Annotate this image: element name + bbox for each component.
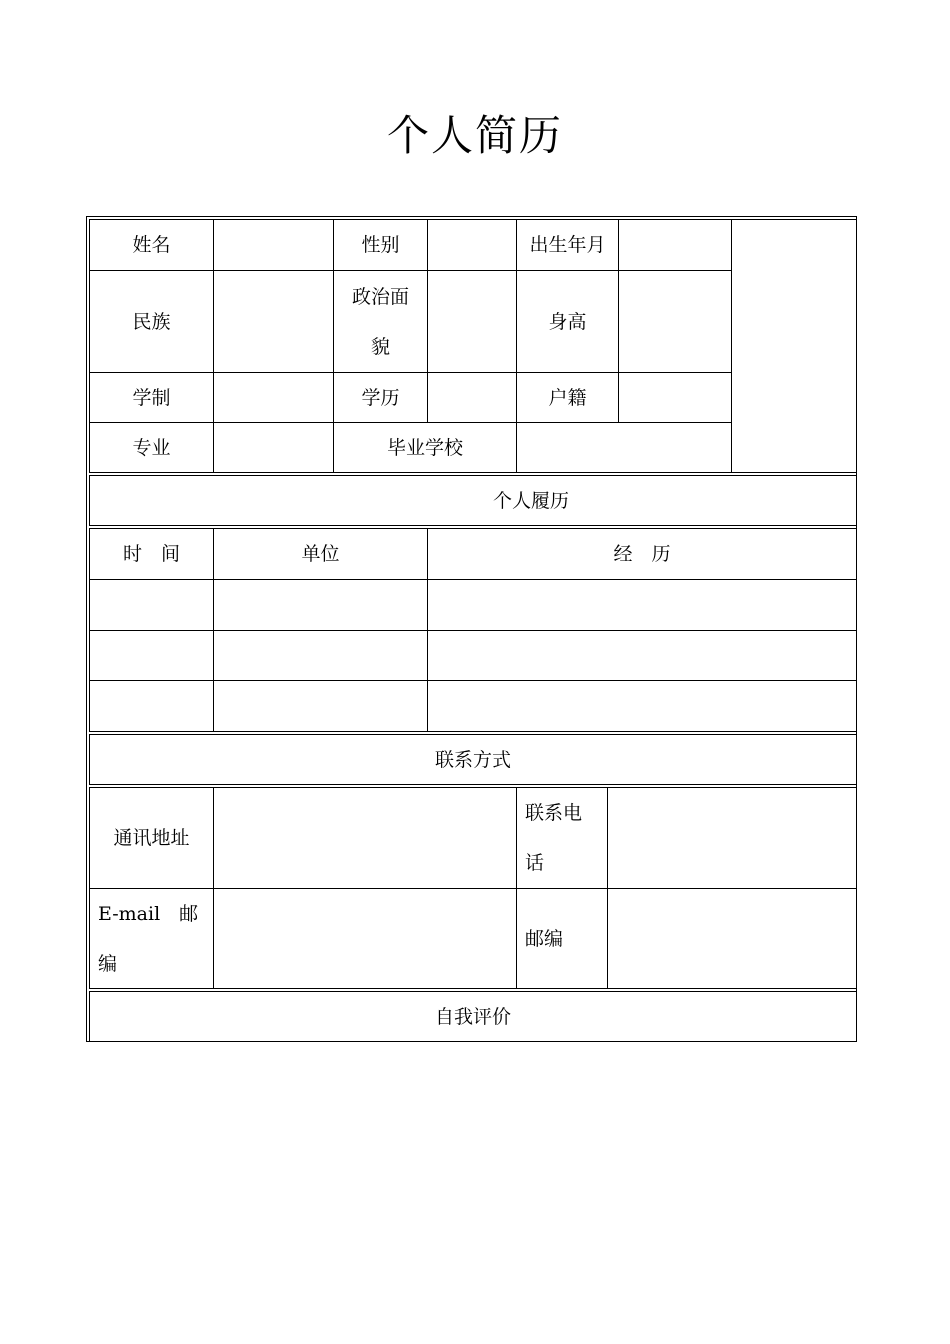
history-exp-cell-3[interactable]: [427, 680, 857, 732]
major-label-cell: [89, 422, 214, 473]
history-exp-cell-2[interactable]: [427, 630, 857, 681]
gender-value-cell[interactable]: [427, 219, 517, 271]
history-time-cell-2[interactable]: [89, 630, 214, 681]
history-unit-cell-2[interactable]: [213, 630, 428, 681]
birth-label-cell: [516, 219, 619, 271]
email-label-cell: [89, 888, 214, 989]
postcode-label-cell: [516, 888, 608, 989]
resume-heading: 个人履历: [493, 489, 570, 512]
address-value-cell[interactable]: [213, 787, 517, 889]
history-time-cell-1[interactable]: [89, 579, 214, 631]
phone-label-cell: [516, 787, 608, 889]
education-label: 学历: [361, 386, 400, 409]
ethnicity-label: 民族: [132, 310, 171, 333]
phone-value-cell[interactable]: [607, 787, 857, 889]
height-label: 身高: [548, 310, 587, 333]
contact-section-heading: [89, 734, 857, 785]
history-exp-cell-1[interactable]: [427, 579, 857, 631]
col-unit-header: [213, 528, 428, 580]
col-time-label: 时 间: [122, 543, 180, 565]
email-value-cell[interactable]: [213, 888, 517, 989]
col-exp-label: 经 历: [613, 543, 671, 565]
col-time-header: [89, 528, 214, 580]
email-label-line1: E-mail 邮: [98, 903, 199, 925]
height-value-cell[interactable]: [618, 270, 732, 373]
phone-label-line1: 联系电: [525, 802, 583, 824]
history-unit-cell-3[interactable]: [213, 680, 428, 732]
ethnicity-label-cell: [89, 270, 214, 373]
gender-label: 性别: [361, 234, 400, 256]
major-label: 专业: [132, 436, 171, 459]
political-label-line2: 貌: [370, 335, 390, 358]
contact-heading: 联系方式: [434, 748, 511, 771]
address-label-cell: [89, 787, 214, 889]
schooling-label: 学制: [132, 386, 171, 409]
address-label: 通讯地址: [113, 827, 190, 849]
gender-label-cell: [333, 219, 428, 271]
self-eval-heading: 自我评价: [434, 1005, 511, 1028]
birth-label: 出生年月: [529, 234, 606, 256]
name-label: 姓名: [132, 234, 171, 256]
self-eval-section-heading: [89, 991, 857, 1042]
education-label-cell: [333, 372, 428, 423]
resume-section-heading: [89, 475, 857, 526]
history-time-cell-3[interactable]: [89, 680, 214, 732]
political-value-cell[interactable]: [427, 270, 517, 373]
political-label-cell: [333, 270, 428, 373]
hukou-label-cell: [516, 372, 619, 423]
height-label-cell: [516, 270, 619, 373]
political-label-line1: 政治面: [351, 285, 409, 308]
school-label-cell: [333, 422, 517, 473]
school-value-cell[interactable]: [516, 422, 732, 473]
email-label-line2: 编: [98, 953, 118, 975]
name-label-cell: [89, 219, 214, 271]
schooling-value-cell[interactable]: [213, 372, 334, 423]
page-title: 个人简历: [386, 111, 563, 160]
col-exp-header: [427, 528, 857, 580]
school-label: 毕业学校: [386, 436, 463, 459]
col-unit-label: 单位: [301, 543, 340, 565]
phone-label-line2: 话: [525, 852, 545, 874]
birth-value-cell[interactable]: [618, 219, 732, 271]
schooling-label-cell: [89, 372, 214, 423]
photo-cell[interactable]: [731, 219, 857, 473]
major-value-cell[interactable]: [213, 422, 334, 473]
education-value-cell[interactable]: [427, 372, 517, 423]
hukou-value-cell[interactable]: [618, 372, 732, 423]
postcode-value-cell[interactable]: [607, 888, 857, 989]
name-value-cell[interactable]: [213, 219, 334, 271]
ethnicity-value-cell[interactable]: [213, 270, 334, 373]
hukou-label: 户籍: [548, 386, 587, 409]
postcode-label: 邮编: [525, 927, 564, 950]
history-unit-cell-1[interactable]: [213, 579, 428, 631]
